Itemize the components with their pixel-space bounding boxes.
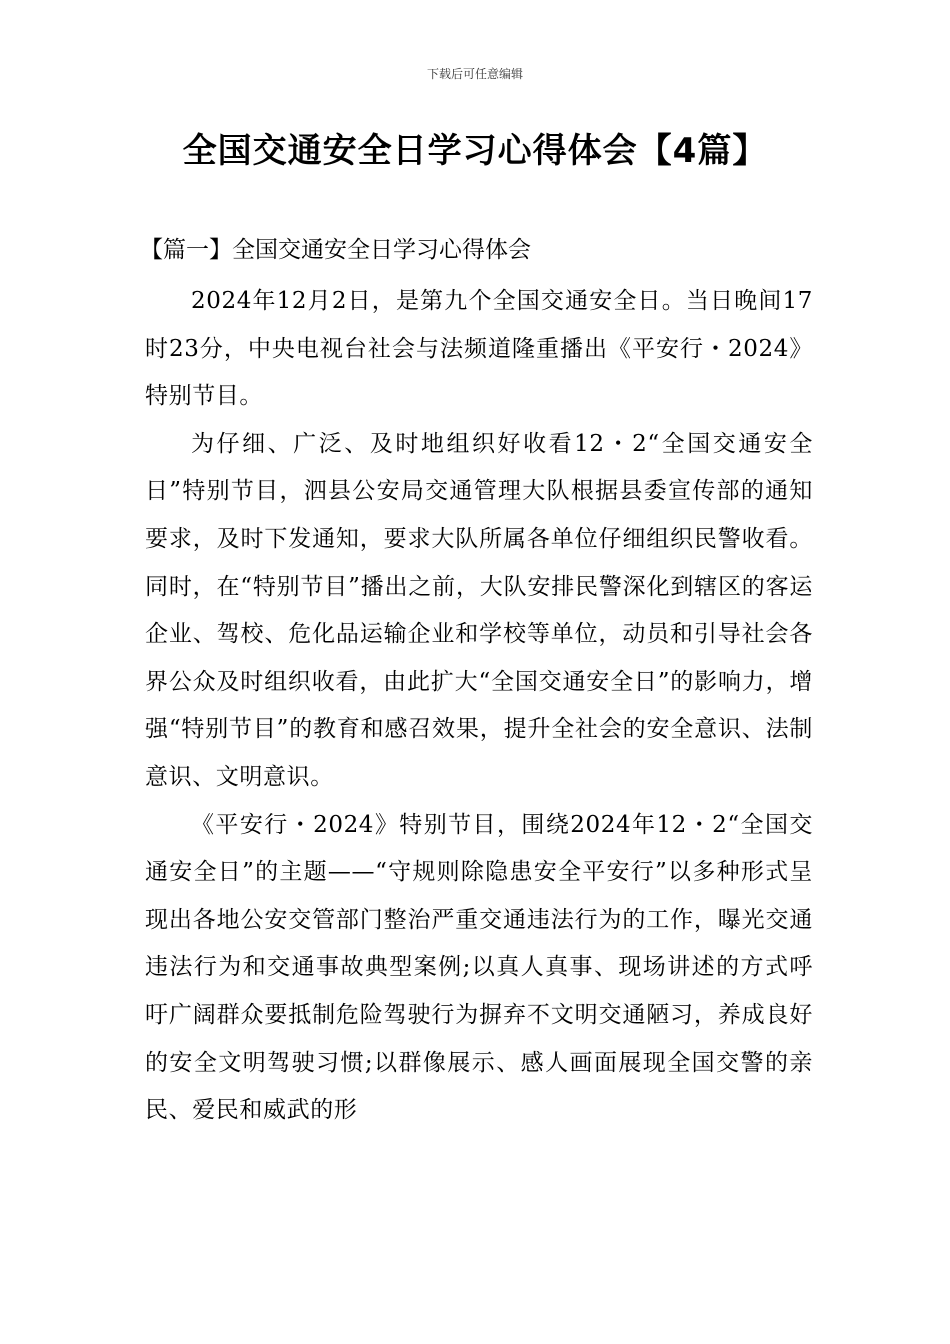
paragraph-3: 《平安行・2024》特别节目，围绕2024年12・2“全国交通安全日”的主题——“守规则除隐患安全平安行”以多种形式呈现出各地公安交管部门整治严重交通违法行为的工作，曝光交通违法行为和交通事故典型案例;以真人真事、现场讲述的方式呼吁广阔群众要抵制危险驾驶行为摒弃不文明交通陋习，养成良好的安全文明驾驶习惯;以群像展示、感人画面展现全国交警的亲民、爱民和威武的形 [145,811,813,1124]
paragraph-1: 2024年12月2日，是第九个全国交通安全日。当日晚间17时23分，中央电视台社会与法频道隆重播出《平安行・2024》特别节目。 [145,288,813,410]
document-title: 全国交通安全日学习心得体会【4篇】 [182,131,768,171]
header-note: 下载后可任意编辑 [426,67,523,81]
paragraph-2: 为仔细、广泛、及时地组织好收看12・2“全国交通安全日”特别节目，泗县公安局交通管理大队根据县委宣传部的通知要求，及时下发通知，要求大队所属各单位仔细组织民警收看。同时，在“特别节目”播出之前，大队安排民警深化到辖区的客运企业、驾校、危化品运输企业和学校等单位，动员和引导社会各界公众及时组织收看，由此扩大“全国交通安全日”的影响力，增强“特别节目”的教育和感召效果，提升全社会的安全意识、法制意识、文明意识。 [145,430,813,790]
body-text [145,278,813,1135]
section-heading: 【篇一】全国交通安全日学习心得体会 [140,237,531,263]
